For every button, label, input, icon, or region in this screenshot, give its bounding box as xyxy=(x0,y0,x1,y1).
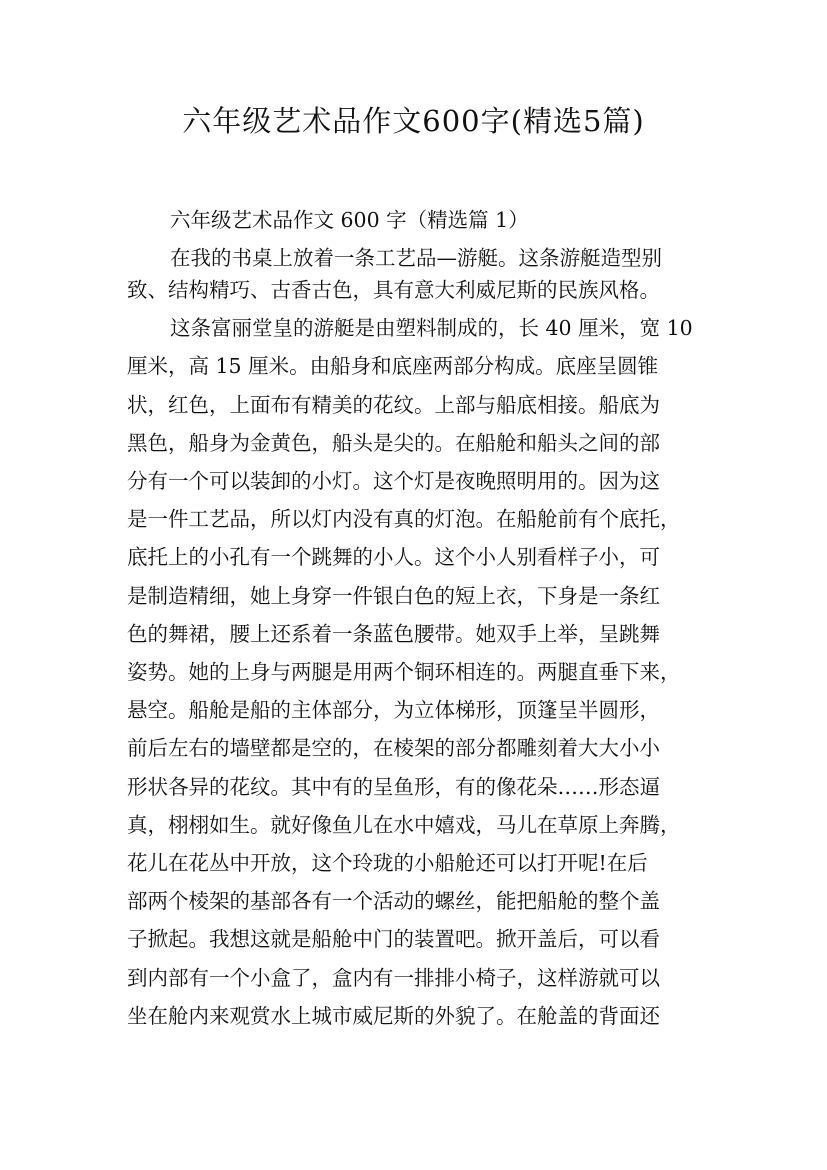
text-line: 底托上的小孔有一个跳舞的小人。这个小人别看样子小，可 xyxy=(127,545,660,569)
text-line: 子掀起。我想这就是船舱中门的装置吧。掀开盖后，可以看 xyxy=(127,927,660,951)
text-line: 形状各异的花纹。其中有的呈鱼形，有的像花朵……形态逼 xyxy=(127,775,660,799)
text-line: 前后左右的墙壁都是空的，在棱架的部分都雕刻着大大小小 xyxy=(127,736,660,760)
section-heading: 六年级艺术品作文 600 字（精选篇 1） xyxy=(170,208,529,232)
text-line: 坐在舱内来观赏水上城市威尼斯的外貌了。在舱盖的背面还 xyxy=(127,1004,660,1028)
text-line: 厘米，高 15 厘米。由船身和底座两部分构成。底座呈圆锥 xyxy=(127,354,659,378)
text-line: 黑色，船身为金黄色，船头是尖的。在船舱和船头之间的部 xyxy=(127,431,660,455)
text-line: 分有一个可以装卸的小灯。这个灯是夜晚照明用的。因为这 xyxy=(127,469,660,493)
text-line: 状，红色，上面布有精美的花纹。上部与船底相接。船底为 xyxy=(127,393,660,417)
text-line: 在我的书桌上放着一条工艺品—游艇。这条游艇造型别 xyxy=(170,246,662,270)
text-line: 色的舞裙，腰上还系着一条蓝色腰带。她双手上举，呈跳舞 xyxy=(127,622,660,646)
text-line: 真，栩栩如生。就好像鱼儿在水中嬉戏，马儿在草原上奔腾， xyxy=(127,813,681,837)
text-line: 部两个棱架的基部各有一个活动的螺丝，能把船舱的整个盖 xyxy=(127,889,660,913)
text-line: 是制造精细，她上身穿一件银白色的短上衣，下身是一条红 xyxy=(127,584,660,608)
text-line: 到内部有一个小盒了，盒内有一排排小椅子，这样游就可以 xyxy=(127,966,660,990)
text-line: 姿势。她的上身与两腿是用两个铜环相连的。两腿直垂下来， xyxy=(127,660,681,684)
text-line: 花儿在花丛中开放，这个玲珑的小船舱还可以打开呢!在后 xyxy=(127,851,648,875)
document-title: 六年级艺术品作文600字(精选5篇) xyxy=(182,104,645,138)
text-line: 悬空。船舱是船的主体部分，为立体梯形，顶篷呈半圆形， xyxy=(127,698,660,722)
text-line: 是一件工艺品，所以灯内没有真的灯泡。在船舱前有个底托， xyxy=(127,507,681,531)
text-line: 这条富丽堂皇的游艇是由塑料制成的，长 40 厘米，宽 10 xyxy=(170,316,693,340)
text-line: 致、结构精巧、古香古色，具有意大利威尼斯的民族风格。 xyxy=(127,278,660,302)
